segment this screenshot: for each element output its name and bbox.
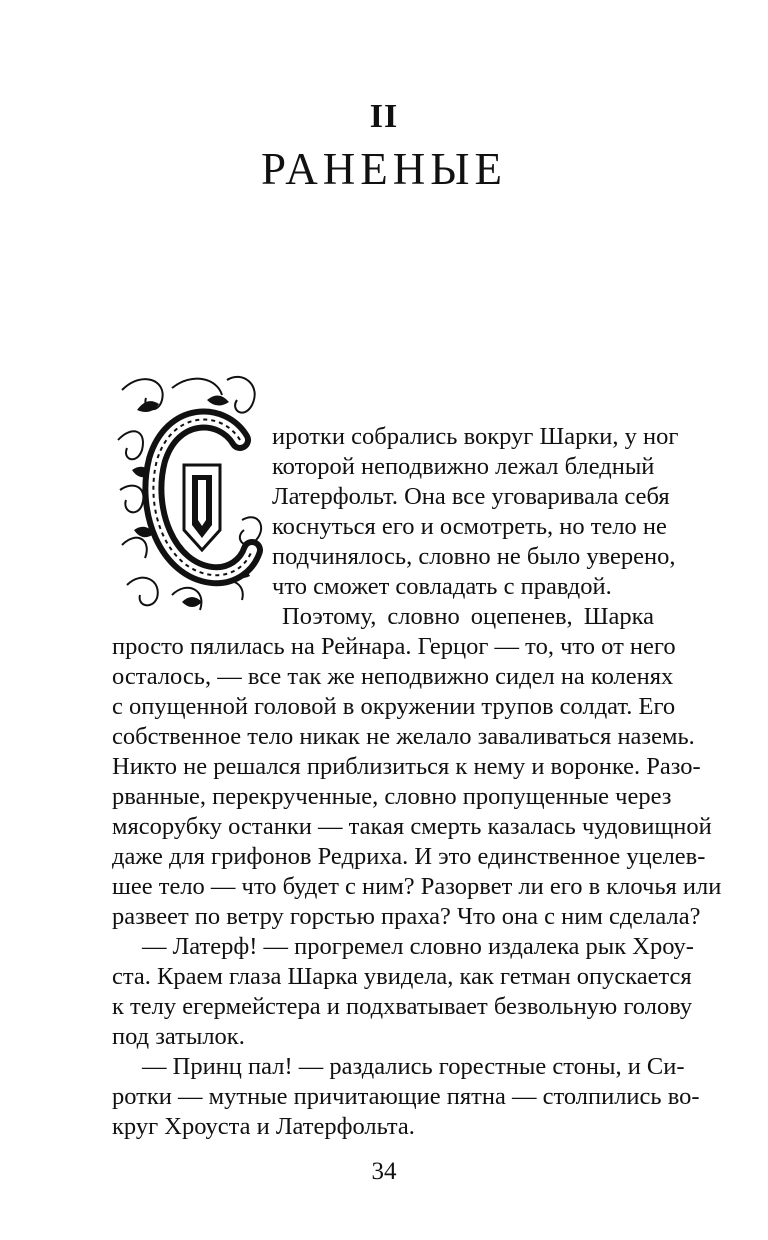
text-line: Никто не решался приблизиться к нему и воронке. Разо- (112, 753, 701, 780)
text-line: собственное тело никак не желало заваливаться наземь. (112, 723, 695, 750)
text-line: ста. Краем глаза Шарка увидела, как гетман опускается (112, 963, 692, 990)
text-line: Латерфольт. Она все уговаривала себя (272, 483, 670, 510)
text-line: мясорубку останки — такая смерть казалась чудовищной (112, 813, 712, 840)
text-line: — Принц пал! — раздались горестные стоны, и Си- (142, 1053, 685, 1080)
text-line: под затылок. (112, 1023, 245, 1050)
chapter-number: II (369, 98, 399, 135)
text-line: к телу егермейстера и подхватывает безвольную голову (112, 993, 693, 1020)
text-line: осталось, — все так же неподвижно сидел на коленях (112, 663, 674, 690)
text-line: иротки собрались вокруг Шарки, у ног (272, 423, 679, 450)
chapter-title: РАНЕНЫЕ (261, 144, 507, 194)
text-line: что сможет совладать с правдой. (272, 573, 612, 600)
text-line: подчинялось, словно не было уверено, (272, 543, 676, 570)
text-line: ротки — мутные причитающие пятна — столпились во- (112, 1083, 700, 1110)
drop-cap-ornament (112, 370, 270, 620)
text-line: которой неподвижно лежал бледный (272, 453, 655, 480)
text-line: круг Хроуста и Латерфольта. (112, 1113, 415, 1140)
text-line: просто пялилась на Рейнара. Герцог — то, что от него (112, 633, 676, 660)
page-number: 34 (371, 1158, 397, 1185)
text-line: — Латерф! — прогремел словно издалека рык Хроу- (142, 933, 694, 960)
text-line: Поэтому, словно оцепенев, Шарка (282, 603, 654, 630)
text-line: шее тело — что будет с ним? Разорвет ли его в клочья или (112, 873, 722, 900)
text-line: развеет по ветру горстью праха? Что она с ним сделала? (112, 903, 701, 930)
text-line: даже для грифонов Редриха. И это единственное уцелев- (112, 843, 706, 870)
text-line: с опущенной головой в окружении трупов солдат. Его (112, 693, 676, 720)
text-line: рванные, перекрученные, словно пропущенные через (112, 783, 672, 810)
text-line: коснуться его и осмотреть, но тело не (272, 513, 667, 540)
